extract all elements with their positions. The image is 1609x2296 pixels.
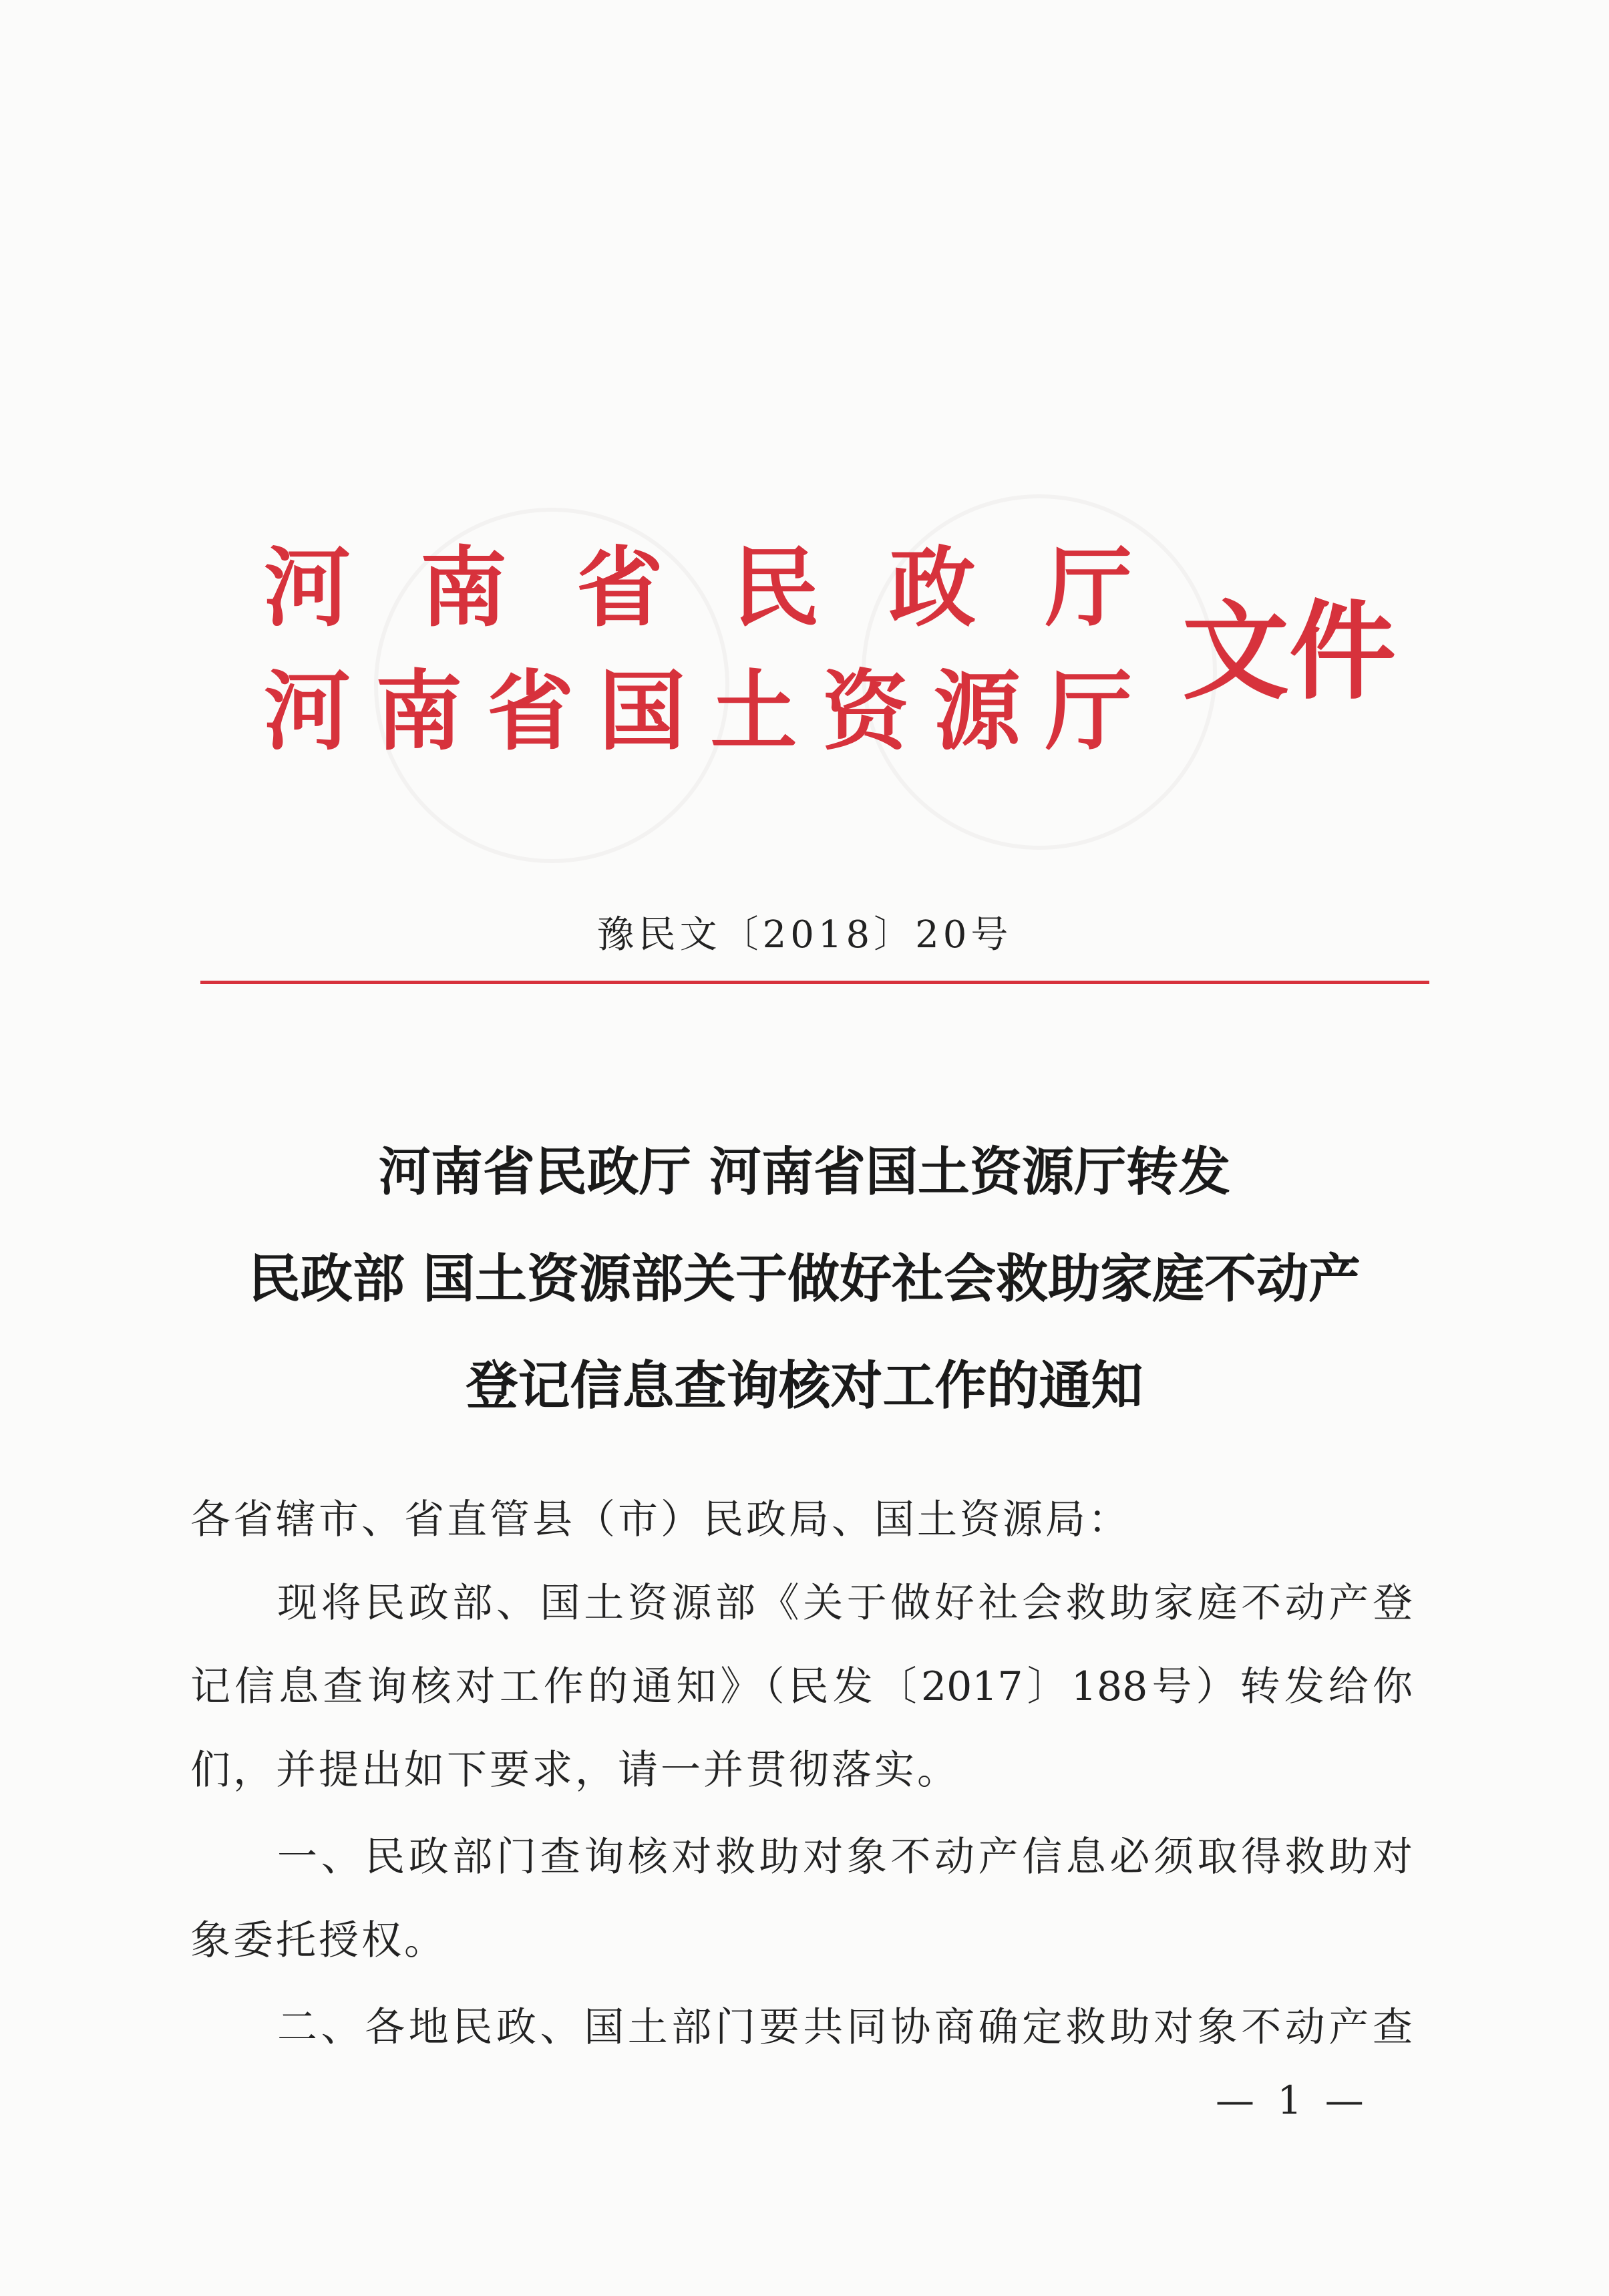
letterhead-org-line-2: 河 南 省 国 土 资 源 厅 — [263, 660, 1132, 762]
title-line-3: 登记信息查询核对工作的通知 — [466, 1356, 1143, 1416]
title-line-2: 民政部 国土资源部关于做好社会救助家庭不动产 — [248, 1249, 1361, 1309]
salutation: 各省辖市、省直管县（市）民政局、国土资源局： — [190, 1496, 1131, 1543]
paragraph-3-line-1: 二、各地民政、国土部门要共同协商确定救助对象不动产查 — [277, 2004, 1413, 2051]
paragraph-1-line-1: 现将民政部、国土资源部《关于做好社会救助家庭不动产登 — [277, 1580, 1413, 1627]
page-number: — 1 — — [1216, 2078, 1369, 2123]
document-number: 豫民文〔2018〕20号 — [596, 913, 1013, 957]
paragraph-1-line-2: 记信息查询核对工作的通知》（民发〔2017〕188号）转发给你 — [190, 1663, 1413, 1710]
red-divider-line — [200, 981, 1429, 984]
paragraph-1-line-3: 们，并提出如下要求，请一并贯彻落实。 — [190, 1747, 960, 1794]
letterhead-org-line-1: 河 南 省 民 政 厅 — [263, 536, 1132, 639]
title-line-1: 河南省民政厅 河南省国土资源厅转发 — [378, 1142, 1231, 1202]
paragraph-2-line-2: 象委托授权。 — [190, 1917, 447, 1964]
letterhead-doc-type: 文件 — [1182, 589, 1397, 714]
paragraph-2-line-1: 一、民政部门查询核对救助对象不动产信息必须取得救助对 — [277, 1834, 1413, 1880]
